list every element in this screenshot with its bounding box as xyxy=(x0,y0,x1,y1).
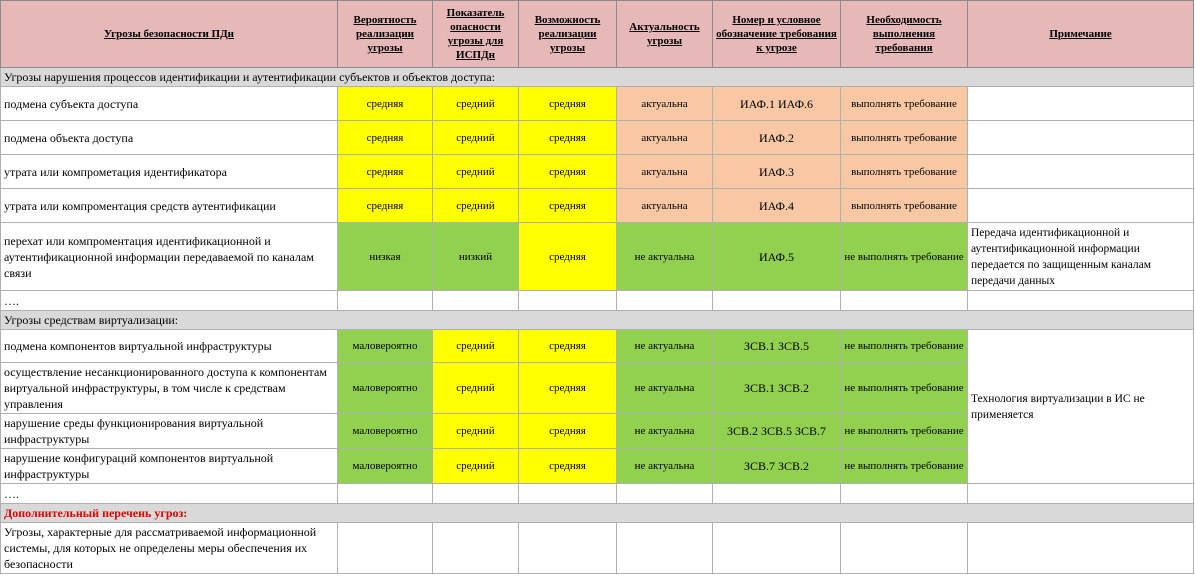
header-threats[interactable]: Угрозы безопасности ПДн xyxy=(1,1,338,68)
empty-cell[interactable] xyxy=(338,484,433,504)
requirement-cell[interactable]: ЗСВ.1 ЗСВ.2 xyxy=(713,363,841,414)
threat-cell[interactable]: нарушение конфигураций компонентов виртуальной инфраструктуры xyxy=(1,449,338,484)
danger-cell[interactable]: средний xyxy=(433,189,519,223)
requirement-cell[interactable]: ИАФ.5 xyxy=(713,223,841,291)
threat-cell[interactable]: утрата или компрометация идентификатора xyxy=(1,155,338,189)
empty-cell[interactable] xyxy=(713,523,841,574)
probability-cell[interactable]: маловероятно xyxy=(338,414,433,449)
actuality-cell[interactable]: актуальна xyxy=(617,87,713,121)
table-row xyxy=(1,189,1194,223)
section-title-identification[interactable]: Угрозы нарушения процессов идентификации и аутентификации субъектов и объектов доступа: xyxy=(1,68,1194,87)
empty-cell[interactable] xyxy=(968,523,1194,574)
header-necessity[interactable]: Необходимость выполнения требования xyxy=(841,1,968,68)
necessity-cell[interactable]: не выполнять требование xyxy=(841,414,968,449)
actuality-cell[interactable]: актуальна xyxy=(617,189,713,223)
section-title-additional[interactable]: Дополнительный перечень угроз: xyxy=(1,504,1194,523)
section-row xyxy=(1,311,1194,330)
actuality-cell[interactable]: не актуальна xyxy=(617,363,713,414)
header-danger[interactable]: Показатель опасности угрозы для ИСПДн xyxy=(433,1,519,68)
empty-cell[interactable] xyxy=(338,523,433,574)
danger-cell[interactable]: средний xyxy=(433,87,519,121)
header-requirement[interactable]: Номер и условное обозначение требования к угрозе xyxy=(713,1,841,68)
threat-cell[interactable]: подмена компонентов виртуальной инфраструктуры xyxy=(1,330,338,363)
section-row xyxy=(1,68,1194,87)
empty-cell[interactable] xyxy=(617,484,713,504)
ellipsis-row xyxy=(1,484,1194,504)
probability-cell[interactable]: маловероятно xyxy=(338,449,433,484)
probability-cell[interactable]: низкая xyxy=(338,223,433,291)
note-cell[interactable] xyxy=(968,87,1194,121)
table-row xyxy=(1,155,1194,189)
actuality-cell[interactable]: не актуальна xyxy=(617,223,713,291)
section-title-virtualization[interactable]: Угрозы средствам виртуализации: xyxy=(1,311,1194,330)
danger-cell[interactable]: средний xyxy=(433,414,519,449)
threat-cell[interactable]: осуществление несанкционированного доступа к компонентам виртуальной инфраструктуры, в том числе к средствам управления xyxy=(1,363,338,414)
empty-cell[interactable] xyxy=(841,291,968,311)
probability-cell[interactable]: средняя xyxy=(338,155,433,189)
empty-cell[interactable] xyxy=(968,484,1194,504)
empty-cell[interactable] xyxy=(713,291,841,311)
actuality-cell[interactable]: актуальна xyxy=(617,155,713,189)
threat-cell[interactable]: подмена объекта доступа xyxy=(1,121,338,155)
danger-cell[interactable]: средний xyxy=(433,449,519,484)
threat-cell[interactable]: Угрозы, характерные для рассматриваемой информационной системы, для которых не определены меры обеспечения их безопасности xyxy=(1,523,338,574)
necessity-cell[interactable]: выполнять требование xyxy=(841,87,968,121)
necessity-cell[interactable]: выполнять требование xyxy=(841,121,968,155)
note-cell[interactable]: Передача идентификационной и аутентификационной информации передается по защищенным каналам передачи данных xyxy=(968,223,1194,291)
threat-cell[interactable]: утрата или компроментация средств аутентификации xyxy=(1,189,338,223)
danger-cell[interactable]: средний xyxy=(433,155,519,189)
actuality-cell[interactable]: не актуальна xyxy=(617,330,713,363)
probability-cell[interactable]: средняя xyxy=(338,87,433,121)
possibility-cell[interactable]: средняя xyxy=(519,414,617,449)
empty-cell[interactable] xyxy=(713,484,841,504)
threat-cell[interactable]: подмена субъекта доступа xyxy=(1,87,338,121)
probability-cell[interactable]: маловероятно xyxy=(338,330,433,363)
empty-cell[interactable] xyxy=(841,523,968,574)
empty-cell[interactable] xyxy=(519,291,617,311)
empty-cell[interactable] xyxy=(841,484,968,504)
table-row xyxy=(1,330,1194,363)
actuality-cell[interactable]: не актуальна xyxy=(617,414,713,449)
note-cell[interactable] xyxy=(968,121,1194,155)
possibility-cell[interactable]: средняя xyxy=(519,449,617,484)
probability-cell[interactable]: средняя xyxy=(338,121,433,155)
possibility-cell[interactable]: средняя xyxy=(519,121,617,155)
ellipsis-row xyxy=(1,291,1194,311)
header-row xyxy=(1,1,1194,68)
danger-cell[interactable]: средний xyxy=(433,330,519,363)
empty-cell[interactable] xyxy=(519,523,617,574)
possibility-cell[interactable]: средняя xyxy=(519,363,617,414)
header-actuality[interactable]: Актуальность угрозы xyxy=(617,1,713,68)
necessity-cell[interactable]: выполнять требование xyxy=(841,155,968,189)
section-row xyxy=(1,504,1194,523)
table-row xyxy=(1,87,1194,121)
requirement-cell[interactable]: ИАФ.4 xyxy=(713,189,841,223)
empty-cell[interactable] xyxy=(433,291,519,311)
empty-cell[interactable] xyxy=(617,291,713,311)
header-probability[interactable]: Вероятность реализации угрозы xyxy=(338,1,433,68)
actuality-cell[interactable]: не актуальна xyxy=(617,449,713,484)
header-note[interactable]: Примечание xyxy=(968,1,1194,68)
empty-cell[interactable] xyxy=(617,523,713,574)
empty-cell[interactable] xyxy=(433,484,519,504)
empty-cell[interactable] xyxy=(338,291,433,311)
necessity-cell[interactable]: не выполнять требование xyxy=(841,330,968,363)
empty-cell[interactable] xyxy=(433,523,519,574)
necessity-cell[interactable]: выполнять требование xyxy=(841,189,968,223)
danger-cell[interactable]: средний xyxy=(433,121,519,155)
table-row xyxy=(1,223,1194,291)
necessity-cell[interactable]: не выполнять требование xyxy=(841,449,968,484)
table-row xyxy=(1,121,1194,155)
requirement-cell[interactable]: ЗСВ.7 ЗСВ.2 xyxy=(713,449,841,484)
necessity-cell[interactable]: не выполнять требование xyxy=(841,223,968,291)
requirement-cell[interactable]: ЗСВ.1 ЗСВ.5 xyxy=(713,330,841,363)
requirement-cell[interactable]: ЗСВ.2 ЗСВ.5 ЗСВ.7 xyxy=(713,414,841,449)
necessity-cell[interactable]: не выполнять требование xyxy=(841,363,968,414)
requirement-cell[interactable]: ИАФ.1 ИАФ.6 xyxy=(713,87,841,121)
actuality-cell[interactable]: актуальна xyxy=(617,121,713,155)
danger-cell[interactable]: средний xyxy=(433,363,519,414)
header-possibility[interactable]: Возможность реализации угрозы xyxy=(519,1,617,68)
empty-cell[interactable] xyxy=(519,484,617,504)
possibility-cell[interactable]: средняя xyxy=(519,189,617,223)
possibility-cell[interactable]: средняя xyxy=(519,330,617,363)
probability-cell[interactable]: маловероятно xyxy=(338,363,433,414)
note-cell[interactable] xyxy=(968,189,1194,223)
ellipsis-cell[interactable]: …. xyxy=(1,484,338,504)
possibility-cell[interactable]: средняя xyxy=(519,223,617,291)
requirement-cell[interactable]: ИАФ.3 xyxy=(713,155,841,189)
possibility-cell[interactable]: средняя xyxy=(519,155,617,189)
threat-cell[interactable]: нарушение среды функционирования виртуальной инфраструктуры xyxy=(1,414,338,449)
danger-cell[interactable]: низкий xyxy=(433,223,519,291)
probability-cell[interactable]: средняя xyxy=(338,189,433,223)
threat-cell[interactable]: перехат или компроментация идентификационной и аутентификационной информации передаваемой по каналам связи xyxy=(1,223,338,291)
possibility-cell[interactable]: средняя xyxy=(519,87,617,121)
empty-cell[interactable] xyxy=(968,291,1194,311)
ellipsis-cell[interactable]: …. xyxy=(1,291,338,311)
note-cell-virtualization[interactable]: Технология виртуализации в ИС не применяется xyxy=(968,330,1194,484)
note-cell[interactable] xyxy=(968,155,1194,189)
table-row xyxy=(1,523,1194,574)
requirement-cell[interactable]: ИАФ.2 xyxy=(713,121,841,155)
